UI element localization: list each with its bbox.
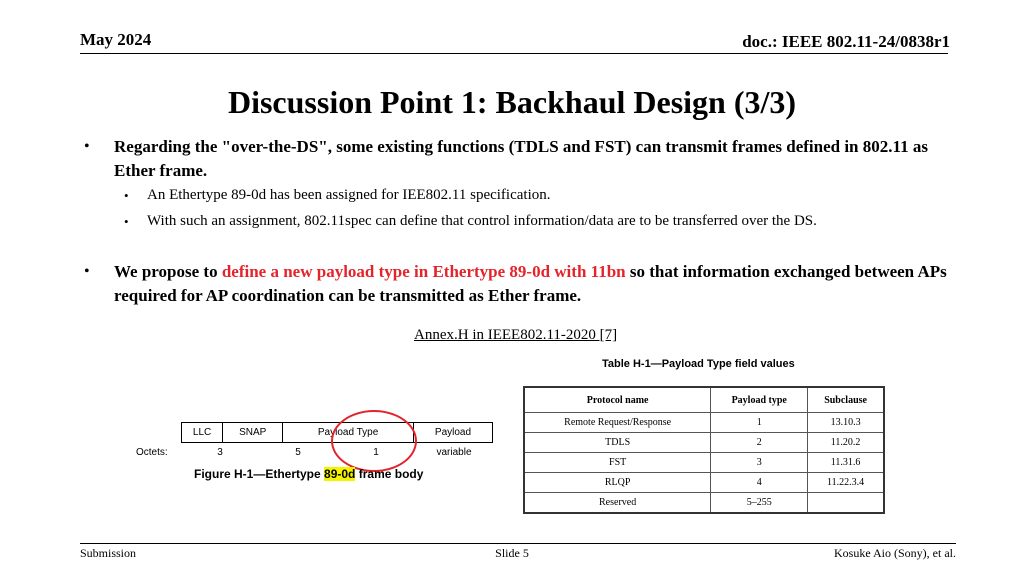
payload-type-table [523,386,885,514]
footer-submission: Submission [80,546,137,560]
frame-field: SNAP [223,423,283,443]
table-cell: Reserved [524,493,711,514]
payload-table-title: Table H-1—Payload Type field values [602,358,795,370]
table-cell: 11.31.6 [808,453,884,473]
header-doc-id: doc.: IEEE 802.11-24/0838r1 [742,32,950,51]
frame-field: Payload [413,423,492,443]
bullet-2-prefix: We propose to [114,262,222,281]
header-date: May 2024 [80,30,152,49]
bullet-marker: • [84,138,90,155]
annex-reference-link[interactable]: Annex.H in IEEE802.11-2020 [7] [414,327,618,343]
table-header-cell: Payload type [711,387,808,413]
figure-caption-suffix: frame body [355,467,424,481]
table-cell: Remote Request/Response [524,413,711,433]
table-cell [808,493,884,514]
table-row [524,453,884,473]
footer-author: Kosuke Aio (Sony), et al. [834,546,956,560]
bullet-marker: • [84,263,90,280]
table-cell: TDLS [524,433,711,453]
figure-caption-prefix: Figure H-1—Ethertype [194,467,325,481]
frame-field: LLC [182,423,223,443]
sub-bullet-2-text: With such an assignment, 802.11spec can define that control information/data are to be transferred over the DS. [147,213,817,229]
table-cell: RLQP [524,473,711,493]
table-cell: 13.10.3 [808,413,884,433]
sub-bullet-1-text: An Ethertype 89-0d has been assigned for IEE802.11 specification. [147,187,551,203]
octets-value: 1 [373,447,379,458]
octets-value: 3 [217,447,223,458]
octets-label: Octets: [136,447,168,458]
table-header-cell: Protocol name [524,387,711,413]
footer-divider [80,543,956,544]
table-row [524,473,884,493]
table-cell: 1 [711,413,808,433]
table-row [524,413,884,433]
figure-caption-highlight: 89-0d [324,467,356,481]
table-cell: 11.20.2 [808,433,884,453]
bullet-2-text [114,260,964,308]
table-cell: 2 [711,433,808,453]
header-divider [80,53,948,54]
slide-title: Discussion Point 1: Backhaul Design (3/3) [227,84,797,120]
sub-bullet-marker: • [124,214,129,229]
bullet-2-suffix: so that information exchanged between APs required for AP coordination can be transmitted as Ether frame. [114,262,947,305]
table-cell: 4 [711,473,808,493]
table-header-row [524,387,884,413]
octets-value: 5 [295,447,301,458]
table-row [524,433,884,453]
table-cell: 3 [711,453,808,473]
table-cell: 11.22.3.4 [808,473,884,493]
payload-type-highlight-circle [331,410,417,472]
table-cell: 5–255 [711,493,808,514]
bullet-1-text: Regarding the "over-the-DS", some existing functions (TDLS and FST) can transmit frames defined in 802.11 as Ether frame. [114,137,928,180]
table-header-cell: Subclause [808,387,884,413]
figure-caption [194,467,423,481]
footer-slide-number: Slide 5 [495,546,529,560]
table-cell: FST [524,453,711,473]
sub-bullet-marker: • [124,188,129,203]
frame-field: Payload Type [283,423,414,443]
table-row [524,493,884,514]
octets-value: variable [436,447,472,458]
bullet-2-highlight: define a new payload type in Ethertype 89-0d with 11bn [221,262,626,281]
